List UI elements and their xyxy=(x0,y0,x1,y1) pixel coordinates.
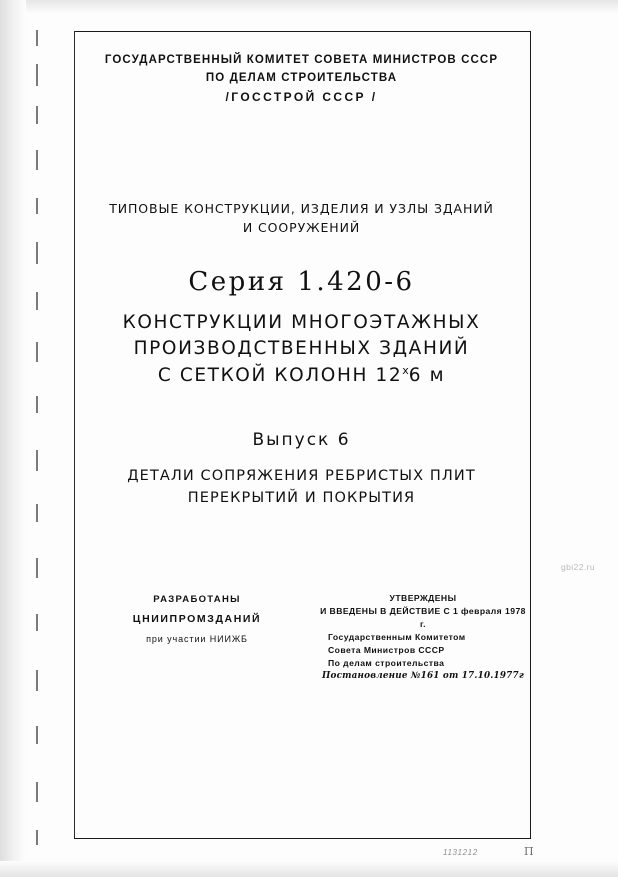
title-line-3 xyxy=(74,363,529,389)
developers-participant: при участии НИИЖБ xyxy=(146,634,248,644)
scan-edge-bottom xyxy=(0,861,618,877)
issuing-authority-heading xyxy=(74,52,529,106)
subject-line-2: И СООРУЖЕНИЙ xyxy=(242,219,361,235)
approval-effective-date: И ВВЕДЕНЫ В ДЕЙСТВИЕ С 1 февраля 1978 г. xyxy=(320,606,526,630)
approval-authority-line-1: Государственным Комитетом xyxy=(328,632,466,643)
title-line-2: ПРОИЗВОДСТВЕННЫХ ЗДАНИЙ xyxy=(133,338,470,360)
developers-block xyxy=(92,590,302,648)
document-title xyxy=(74,310,529,389)
scan-edge-left xyxy=(0,0,26,877)
authority-line-1: ГОСУДАРСТВЕННЫЙ КОМИТЕТ СОВЕТА МИНИСТРОВ СССР xyxy=(104,54,499,66)
issue-number: Выпуск 6 xyxy=(252,430,351,450)
issue-subtitle xyxy=(74,466,529,510)
approval-authority-line-3: По делам строительства xyxy=(328,658,445,669)
subject-heading xyxy=(74,200,529,238)
scan-edge-top xyxy=(0,0,618,14)
developers-label: РАЗРАБОТАНЫ xyxy=(153,594,241,605)
authority-line-2: ПО ДЕЛАМ СТРОИТЕЛЬСТВА xyxy=(205,71,398,84)
watermark: gbi22.ru xyxy=(561,562,595,572)
footer-mark: П xyxy=(524,845,534,858)
series-number: Серия 1.420-6 xyxy=(188,267,415,297)
subject-line-1: ТИПОВЫЕ КОНСТРУКЦИИ, ИЗДЕЛИЯ И УЗЛЫ ЗДАНИЙ xyxy=(109,201,494,216)
approval-block xyxy=(318,592,528,684)
title-line-3-pre: С СЕТКОЙ КОЛОНН 12 xyxy=(157,364,403,386)
title-line-1: КОНСТРУКЦИИ МНОГОЭТАЖНЫХ xyxy=(122,312,481,333)
title-line-3-post: 6 м xyxy=(408,364,446,386)
issue-subtitle-line-2: ПЕРЕКРЫТИЙ И ПОКРЫТИЯ xyxy=(187,489,416,506)
developers-organization: ЦНИИПРОМЗДАНИЙ xyxy=(132,613,262,625)
approval-resolution: Постановление №161 от 17.10.1977г xyxy=(322,671,524,682)
footer-code: 1131212 xyxy=(443,848,478,857)
approval-authority-line-2: Совета Министров СССР xyxy=(328,645,445,656)
issue-subtitle-line-1: ДЕТАЛИ СОПРЯЖЕНИЯ РЕБРИСТЫХ ПЛИТ xyxy=(127,468,476,484)
binding-punch-marks xyxy=(36,30,38,845)
approval-label: УТВЕРЖДЕНЫ xyxy=(389,593,457,603)
authority-line-3: /ГОССТРОЙ СССР / xyxy=(225,89,378,104)
title-line-3-multiplier: х xyxy=(402,363,409,377)
